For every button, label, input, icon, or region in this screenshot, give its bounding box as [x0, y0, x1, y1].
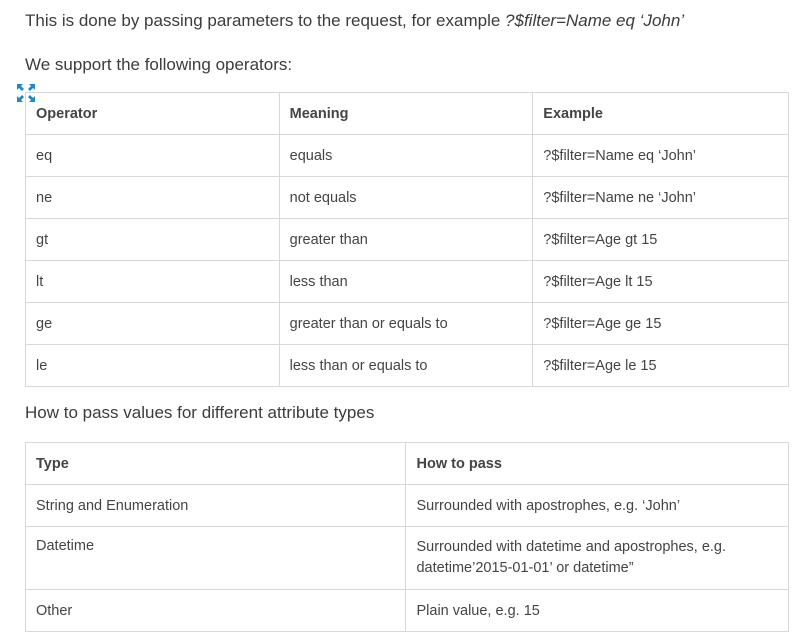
table-row [26, 135, 789, 177]
example-cell: ?$filter=Age ge 15 [533, 303, 789, 345]
meaning-cell: greater than or equals to [279, 303, 533, 345]
example-cell: ?$filter=Age lt 15 [533, 261, 789, 303]
operators-heading: We support the following operators: [25, 55, 293, 74]
type-cell: Other [26, 590, 406, 632]
table-row [26, 485, 789, 527]
meaning-cell: less than [279, 261, 533, 303]
column-header-meaning: Meaning [279, 93, 533, 135]
operator-cell: eq [26, 135, 280, 177]
example-cell: ?$filter=Age gt 15 [533, 219, 789, 261]
column-header-operator: Operator [26, 93, 280, 135]
operator-cell: le [26, 345, 280, 387]
example-cell: ?$filter=Name eq ‘John’ [533, 135, 789, 177]
table-header-row [26, 93, 789, 135]
table-row [26, 219, 789, 261]
operator-cell: gt [26, 219, 280, 261]
column-header-example: Example [533, 93, 789, 135]
how-to-pass-cell: Plain value, e.g. 15 [406, 590, 789, 632]
table-row [26, 527, 789, 590]
table-row [26, 303, 789, 345]
type-cell: Datetime [26, 527, 406, 590]
how-to-pass-cell: Surrounded with apostrophes, e.g. ‘John’ [406, 485, 789, 527]
table-row [26, 345, 789, 387]
intro-sentence: This is done by passing parameters to the request, for example [25, 11, 506, 30]
example-cell: ?$filter=Age le 15 [533, 345, 789, 387]
intro-example: ?$filter=Name eq ‘John’ [505, 11, 685, 30]
operator-cell: ge [26, 303, 280, 345]
table-row [26, 177, 789, 219]
types-heading: How to pass values for different attribute types [25, 403, 375, 422]
example-cell: ?$filter=Name ne ‘John’ [533, 177, 789, 219]
operator-cell: lt [26, 261, 280, 303]
meaning-cell: not equals [279, 177, 533, 219]
table-row [26, 590, 789, 632]
column-header-type: Type [26, 443, 406, 485]
operators-table [25, 92, 789, 387]
operator-cell: ne [26, 177, 280, 219]
meaning-cell: greater than [279, 219, 533, 261]
meaning-cell: equals [279, 135, 533, 177]
type-cell: String and Enumeration [26, 485, 406, 527]
table-header-row [26, 443, 789, 485]
table-row [26, 261, 789, 303]
intro-text [25, 11, 684, 31]
meaning-cell: less than or equals to [279, 345, 533, 387]
column-header-how-to-pass: How to pass [406, 443, 789, 485]
how-to-pass-cell: Surrounded with datetime and apostrophes, e.g. datetime’2015-01-01’ or datetime” [406, 527, 789, 590]
attribute-types-table [25, 442, 789, 632]
